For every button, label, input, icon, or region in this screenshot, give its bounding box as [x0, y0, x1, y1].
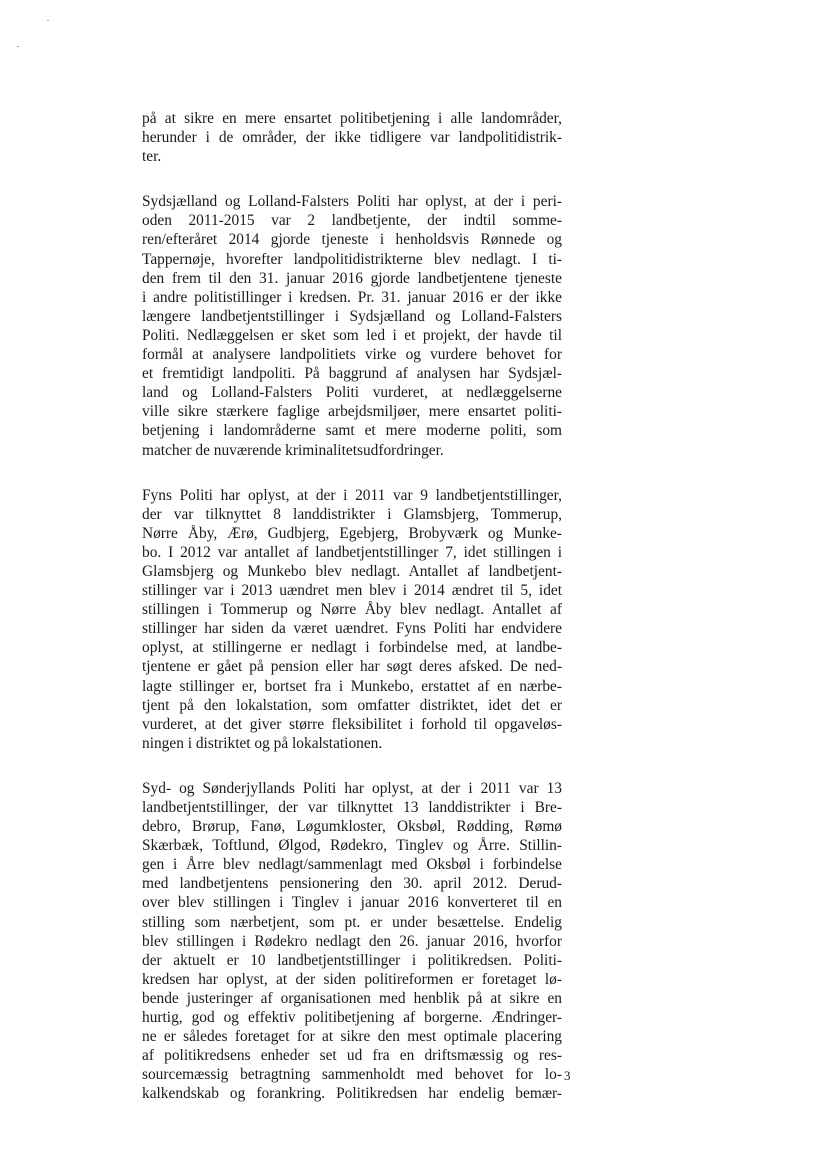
text-line: Tappernøje, hvorefter landpolitidistrikterne blev nedlagt. I ti- — [142, 250, 562, 268]
text-line: af politikredsens enheder set ud fra en driftsmæssig og res- — [142, 1047, 562, 1065]
scan-speck — [47, 20, 49, 21]
text-line: i andre politistillinger i kredsen. Pr. 31. januar 2016 er der ikke — [142, 288, 562, 306]
text-line: der aktuelt er 10 landbetjentstillinger i politikredsen. Politi- — [142, 951, 562, 969]
paragraph-1 — [142, 109, 562, 166]
text-line: lagte stillinger er, bortset fra i Munkebo, erstattet af en nærbe- — [142, 677, 562, 695]
text-line: stillingen i Tommerup og Nørre Åby blev nedlagt. Antallet af — [142, 601, 562, 619]
text-line: debro, Brørup, Fanø, Løgumkloster, Oksbøl, Rødding, Rømø — [142, 818, 562, 836]
text-line: Syd- og Sønderjyllands Politi har oplyst, at der i 2011 var 13 — [142, 779, 562, 797]
text-line: Politi. Nedlæggelsen er sket som led i et projekt, der havde til — [142, 326, 562, 344]
text-line: Nørre Åby, Ærø, Gudbjerg, Egebjerg, Brobyværk og Munke- — [142, 524, 562, 542]
text-line: land og Lolland-Falsters Politi vurderet, at nedlæggelserne — [142, 384, 562, 402]
text-line: ter. — [142, 148, 162, 166]
page-number: 3 — [564, 1068, 571, 1083]
text-line: over blev stillingen i Tinglev i januar 2016 konverteret til en — [142, 894, 562, 912]
text-line: der var tilknyttet 8 landdistrikter i Glamsbjerg, Tommerup, — [142, 505, 562, 523]
text-line: gen i Årre blev nedlagt/sammenlagt med Oksbøl i forbindelse — [142, 856, 562, 874]
text-line: oplyst, at stillingerne er nedlagt i forbindelse med, at landbe- — [142, 639, 562, 657]
text-line: blev stillingen i Rødekro nedlagt den 26. januar 2016, hvorfor — [142, 932, 562, 950]
text-line: kalkendskab og forankring. Politikredsen har endelig bemær- — [142, 1085, 562, 1103]
text-line: stillinger har siden da været uændret. Fyns Politi har endvidere — [142, 620, 562, 638]
text-line: ne er således foretaget for at sikre den mest optimale placering — [142, 1028, 562, 1046]
text-line: vurderet, at det giver større fleksibilitet i forhold til opgaveløs- — [142, 715, 562, 733]
text-line: tjent på den lokalstation, som omfatter distriktet, idet det er — [142, 696, 562, 714]
paragraph-4 — [142, 779, 562, 1104]
text-line: bende justeringer af organisationen med henblik på at sikre en — [142, 989, 562, 1007]
text-line: tjentene er gået på pension eller har søgt deres afsked. De ned- — [142, 658, 562, 676]
text-line: kredsen har oplyst, at der siden politireformen er foretaget lø- — [142, 970, 562, 988]
text-line: ville sikre stærkere faglige arbejdsmiljøer, mere ensartet politi- — [142, 403, 562, 421]
text-line: herunder i de områder, der ikke tidligere var landpolitidistrik- — [142, 129, 562, 147]
text-line: med landbetjentens pensionering den 30. april 2012. Derud- — [142, 875, 562, 893]
text-line: Fyns Politi har oplyst, at der i 2011 var 9 landbetjentstillinger, — [142, 486, 562, 504]
text-line: betjening i landområderne samt et mere moderne politi, som — [142, 422, 562, 440]
text-line: stillinger var i 2013 uændret men blev i 2014 ændret til 5, idet — [142, 582, 562, 600]
scan-speck — [17, 46, 19, 47]
text-line: oden 2011-2015 var 2 landbetjente, der indtil somme- — [142, 212, 562, 230]
text-line: formål at analysere landpolitiets virke og vurdere behovet for — [142, 346, 562, 364]
text-line: bo. I 2012 var antallet af landbetjentstillinger 7, idet stillingen i — [142, 543, 562, 561]
paragraph-2 — [142, 192, 562, 459]
text-line: Sydsjælland og Lolland-Falsters Politi har oplyst, at der i peri- — [142, 193, 562, 211]
text-line: sourcemæssig betragtning sammenholdt med behovet for lo- — [142, 1066, 562, 1084]
text-line: længere landbetjentstillinger i Sydsjælland og Lolland-Falsters — [142, 307, 562, 325]
text-line: landbetjentstillinger, der var tilknyttet 13 landdistrikter i Bre- — [142, 799, 562, 816]
text-line: ningen i distriktet og på lokalstationen. — [142, 734, 383, 752]
text-line: matcher de nuværende kriminalitetsudfordringer. — [142, 441, 444, 459]
paragraph-3 — [142, 486, 562, 753]
text-line: stilling som nærbetjent, som pt. er under besættelse. Endelig — [142, 913, 562, 931]
body-text — [142, 109, 562, 1130]
text-line: Skærbæk, Toftlund, Ølgod, Rødekro, Tinglev og Årre. Stillin- — [142, 837, 562, 855]
text-line: ren/efteråret 2014 gjorde tjeneste i henholdsvis Rønnede og — [142, 231, 562, 249]
text-line: på at sikre en mere ensartet politibetjening i alle landområder, — [142, 110, 562, 127]
text-line: et fremtidigt landpoliti. På baggrund af analysen har Sydsjæl- — [142, 365, 562, 383]
text-line: hurtig, god og effektiv politibetjening af borgerne. Ændringer- — [142, 1009, 562, 1027]
text-line: Glamsbjerg og Munkebo blev nedlagt. Antallet af landbetjent- — [142, 562, 562, 580]
text-line: den frem til den 31. januar 2016 gjorde landbetjentene tjeneste — [142, 269, 562, 287]
